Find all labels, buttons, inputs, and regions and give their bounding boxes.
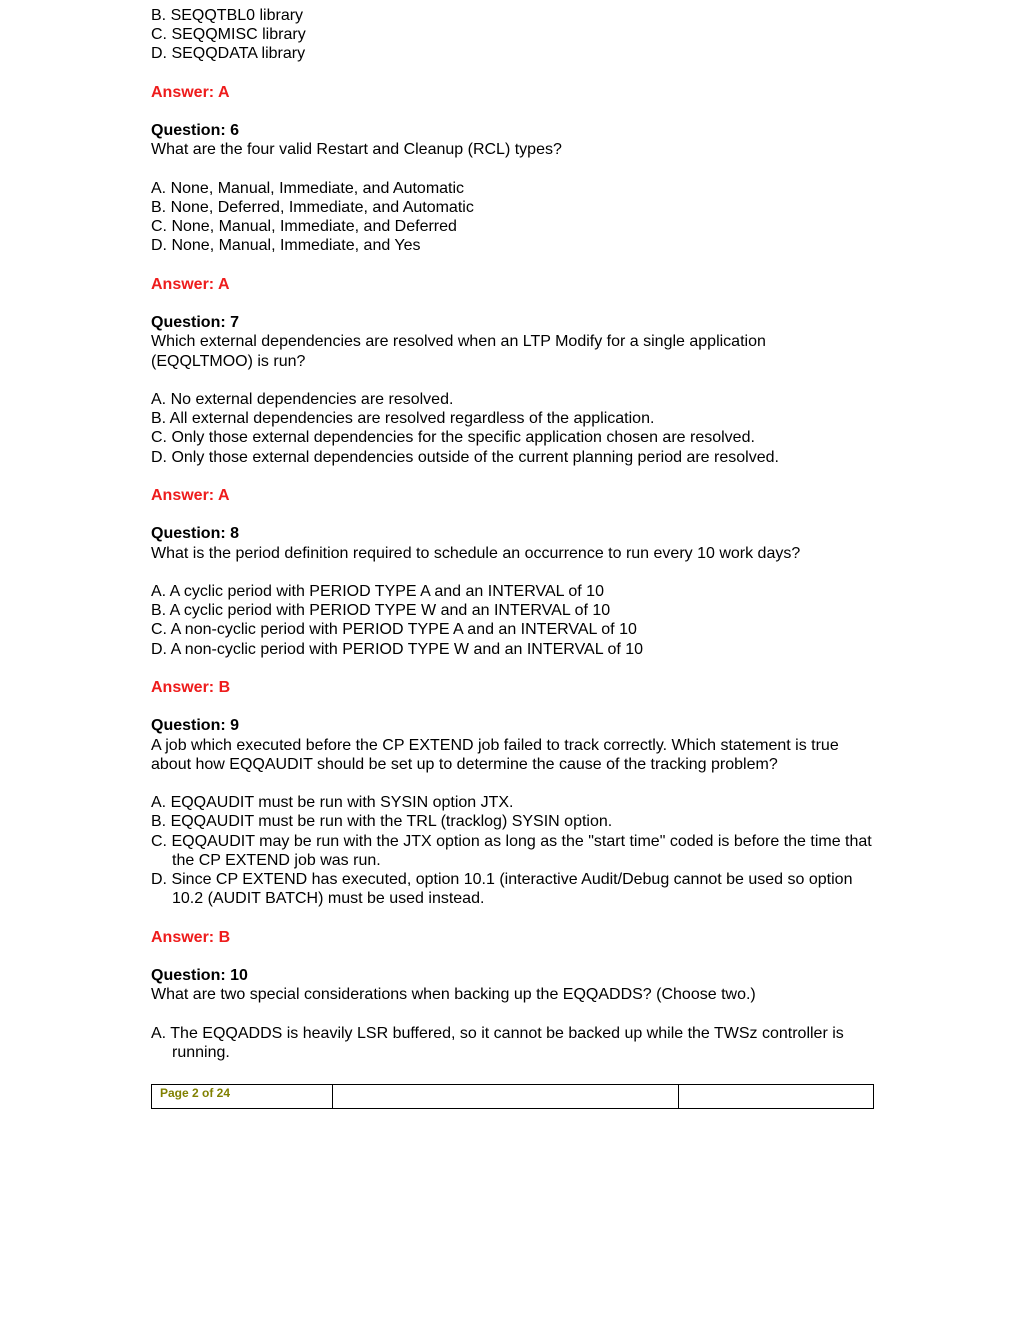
q8-option-a: A. A cyclic period with PERIOD TYPE A and an INTERVAL of 10: [151, 582, 604, 600]
q6-option-b: B. None, Deferred, Immediate, and Automatic: [151, 198, 474, 216]
q6-answer: Answer: A: [151, 275, 230, 293]
q7-text-line-1: Which external dependencies are resolved when an LTP Modify for a single application: [151, 333, 766, 351]
page-number-label: Page 2 of 24: [152, 1085, 333, 1108]
q8-heading: Question: 8: [151, 525, 240, 543]
q7-option-b: B. All external dependencies are resolved regardless of the application.: [151, 410, 655, 428]
q9-option-a: A. EQQAUDIT must be run with SYSIN option JTX.: [151, 794, 514, 812]
q10-heading: Question: 10: [151, 966, 248, 984]
q7-answer: Answer: A: [151, 486, 230, 504]
q10-text: What are two special considerations when backing up the EQQADDS? (Choose two.): [151, 986, 756, 1004]
q8-answer: Answer: B: [151, 678, 231, 696]
q9-option-b: B. EQQAUDIT must be run with the TRL (tracklog) SYSIN option.: [151, 813, 613, 831]
q6-option-a: A. None, Manual, Immediate, and Automatic: [151, 179, 465, 197]
q7-text-line-2: (EQQLTMOO) is run?: [151, 352, 306, 370]
q5-answer: Answer: A: [151, 83, 230, 101]
q8-option-b: B. A cyclic period with PERIOD TYPE W and an INTERVAL of 10: [151, 602, 611, 620]
q8-text: What is the period definition required to schedule an occurrence to run every 10 work days?: [151, 544, 801, 562]
q7-option-d: D. Only those external dependencies outside of the current planning period are resolved.: [151, 448, 779, 466]
q8-option-d: D. A non-cyclic period with PERIOD TYPE W and an INTERVAL of 10: [151, 640, 644, 658]
page-footer-table: [151, 1084, 874, 1109]
q7-heading: Question: 7: [151, 314, 240, 332]
q10-option-a: A. The EQQADDS is heavily LSR buffered, so it cannot be backed up while the TWSz controller is running.: [151, 1024, 844, 1061]
q5-option-b: B. SEQQTBL0 library: [151, 7, 304, 24]
q9-answer: Answer: B: [151, 928, 231, 946]
q5-option-c: C. SEQQMISC library: [151, 26, 306, 44]
q7-option-c: C. Only those external dependencies for the specific application chosen are resolved.: [151, 429, 755, 447]
q8-option-c: C. A non-cyclic period with PERIOD TYPE A and an INTERVAL of 10: [151, 621, 637, 639]
q6-option-d: D. None, Manual, Immediate, and Yes: [151, 237, 421, 255]
q9-text-line-2: about how EQQAUDIT should be set up to determine the cause of the tracking problem?: [151, 755, 778, 773]
q6-option-c: C. None, Manual, Immediate, and Deferred: [151, 218, 457, 236]
q9-option-c: C. EQQAUDIT may be run with the JTX option as long as the "start time" coded is before the time that the CP EXTEND job was run.: [151, 832, 872, 869]
footer-cell-middle: [333, 1085, 679, 1108]
q9-heading: Question: 9: [151, 717, 240, 735]
footer-cell-right: [679, 1085, 873, 1108]
q5-option-d: D. SEQQDATA library: [151, 45, 306, 63]
q6-heading: Question: 6: [151, 122, 240, 140]
q9-text-line-1: A job which executed before the CP EXTEND job failed to track correctly. Which statement is true: [151, 736, 839, 754]
q7-option-a: A. No external dependencies are resolved.: [151, 390, 454, 408]
q6-text: What are the four valid Restart and Cleanup (RCL) types?: [151, 141, 562, 159]
q9-option-d: D. Since CP EXTEND has executed, option 10.1 (interactive Audit/Debug cannot be used so option 10.2 (AUDIT BATCH) must be used instead.: [151, 870, 853, 908]
document-body: [151, 6, 881, 1062]
